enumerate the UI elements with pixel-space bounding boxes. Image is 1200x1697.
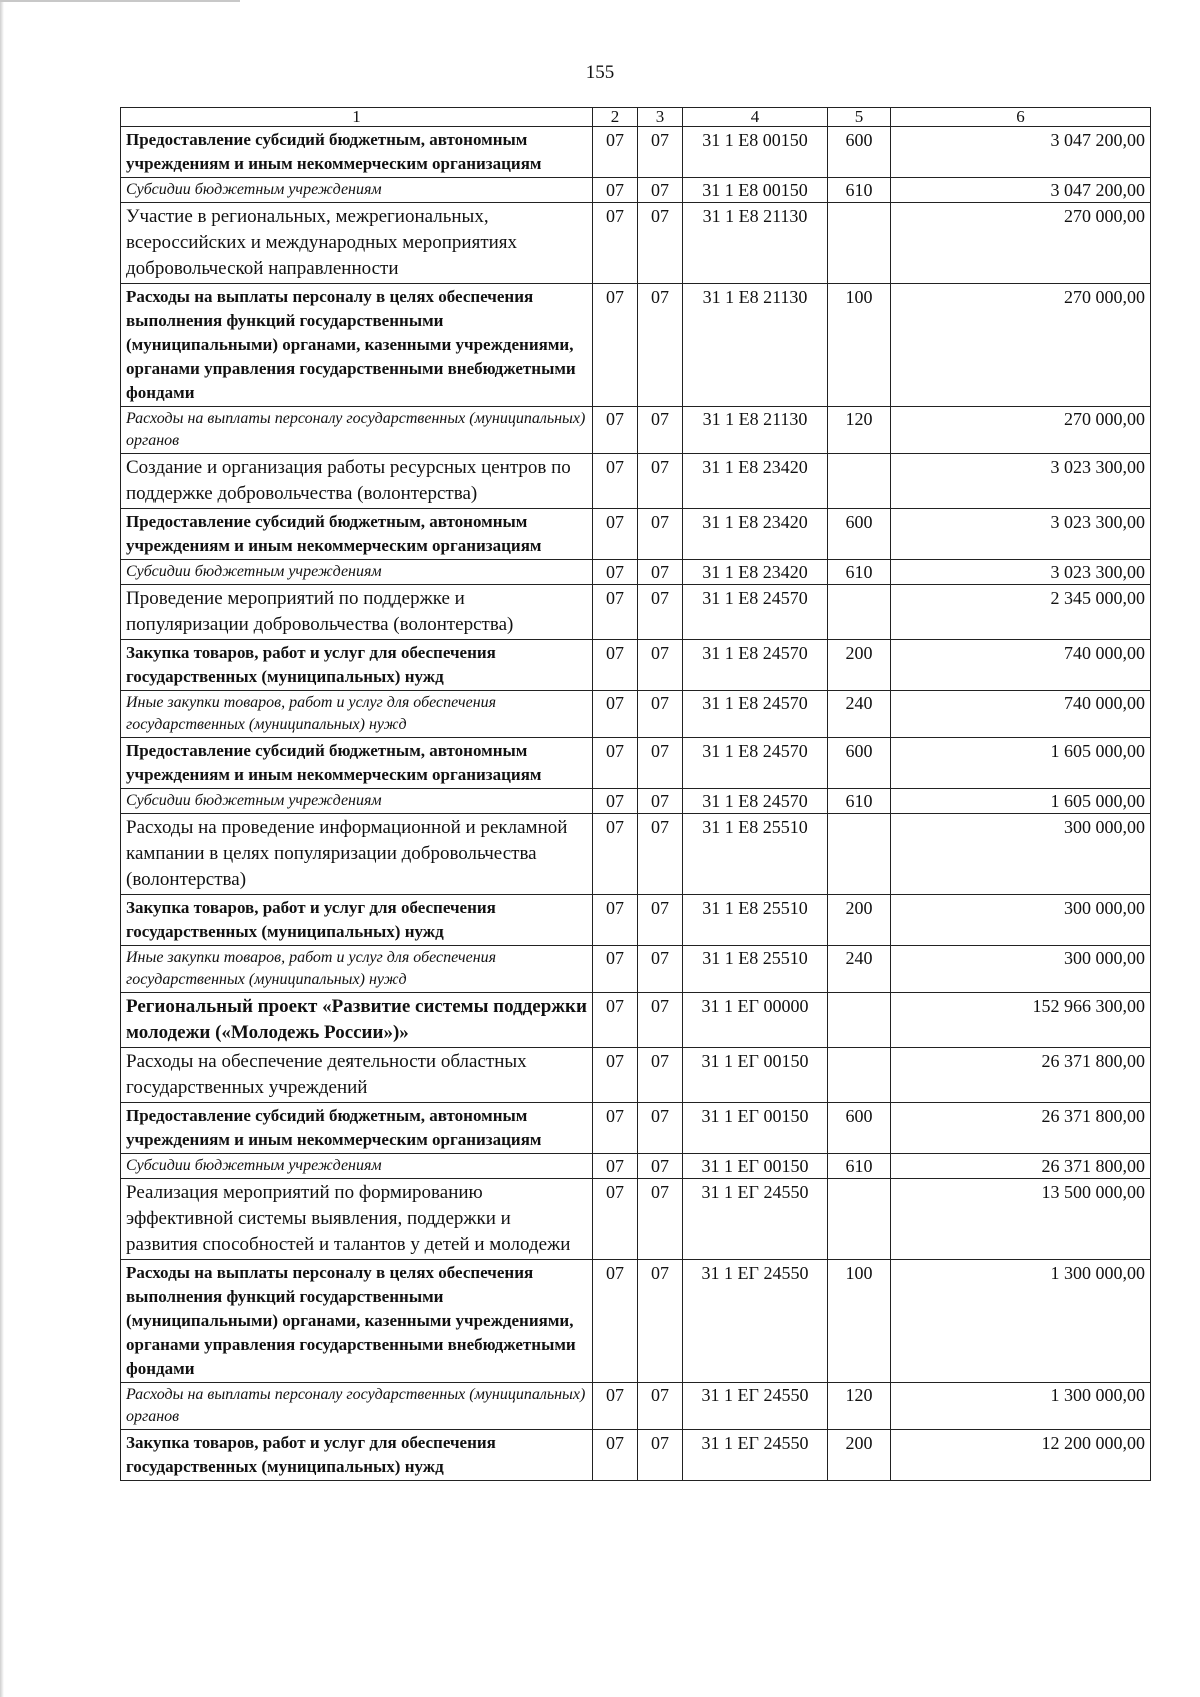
row-subsection-cell: 07 [638,738,683,789]
row-name-cell: Реализация мероприятий по формированию эффективной системы выявления, поддержки и развития способностей и талантов у детей и молодежи [121,1179,593,1260]
row-expense-type-cell: 610 [828,1154,891,1179]
row-expense-type-cell: 100 [828,284,891,407]
column-header: 1 [121,108,593,127]
row-target-code-cell: 31 1 Е8 00150 [683,127,828,178]
table-row [121,1103,1151,1154]
row-subsection-cell: 07 [638,1383,683,1430]
table-row [121,640,1151,691]
row-section-cell: 07 [593,178,638,203]
row-amount-cell: 740 000,00 [891,640,1151,691]
table-row [121,407,1151,454]
row-subsection-cell: 07 [638,178,683,203]
row-expense-type-cell: 200 [828,1430,891,1481]
row-section-cell: 07 [593,1154,638,1179]
row-name-cell: Субсидии бюджетным учреждениям [121,178,593,203]
row-expense-type-cell: 200 [828,640,891,691]
row-amount-cell: 3 047 200,00 [891,178,1151,203]
row-section-cell: 07 [593,946,638,993]
row-target-code-cell: 31 1 Е8 23420 [683,509,828,560]
row-expense-type-cell: 610 [828,789,891,814]
scan-top-shadow [0,0,240,2]
row-amount-cell: 3 023 300,00 [891,509,1151,560]
row-amount-cell: 300 000,00 [891,814,1151,895]
row-amount-cell: 1 605 000,00 [891,738,1151,789]
row-name-cell: Иные закупки товаров, работ и услуг для обеспечения государственных (муниципальных) нужд [121,946,593,993]
row-target-code-cell: 31 1 ЕГ 00150 [683,1048,828,1103]
row-section-cell: 07 [593,895,638,946]
row-expense-type-cell: 610 [828,178,891,203]
row-section-cell: 07 [593,127,638,178]
row-expense-type-cell: 610 [828,560,891,585]
row-expense-type-cell: 200 [828,895,891,946]
table-row [121,203,1151,284]
row-subsection-cell: 07 [638,127,683,178]
table-row [121,178,1151,203]
table-row [121,1048,1151,1103]
row-name-cell: Расходы на выплаты персоналу государственных (муниципальных) органов [121,407,593,454]
row-section-cell: 07 [593,738,638,789]
row-name-cell: Участие в региональных, межрегиональных, всероссийских и международных мероприятиях добровольческой направленности [121,203,593,284]
row-subsection-cell: 07 [638,407,683,454]
row-name-cell: Региональный проект «Развитие системы поддержки молодежи («Молодежь России»)» [121,993,593,1048]
row-subsection-cell: 07 [638,509,683,560]
row-subsection-cell: 07 [638,691,683,738]
row-subsection-cell: 07 [638,895,683,946]
row-section-cell: 07 [593,691,638,738]
row-amount-cell: 270 000,00 [891,284,1151,407]
row-expense-type-cell [828,454,891,509]
table-row [121,509,1151,560]
row-amount-cell: 300 000,00 [891,895,1151,946]
table-row [121,814,1151,895]
table-row [121,1260,1151,1383]
column-header: 6 [891,108,1151,127]
row-section-cell: 07 [593,789,638,814]
row-subsection-cell: 07 [638,203,683,284]
scan-edge-shadow [0,0,4,1697]
row-target-code-cell: 31 1 ЕГ 24550 [683,1179,828,1260]
row-subsection-cell: 07 [638,1048,683,1103]
row-target-code-cell: 31 1 Е8 24570 [683,691,828,738]
row-subsection-cell: 07 [638,1103,683,1154]
row-expense-type-cell: 120 [828,407,891,454]
row-name-cell: Предоставление субсидий бюджетным, автономным учреждениям и иным некоммерческим организациям [121,509,593,560]
row-expense-type-cell [828,1179,891,1260]
row-section-cell: 07 [593,203,638,284]
row-name-cell: Субсидии бюджетным учреждениям [121,1154,593,1179]
row-subsection-cell: 07 [638,640,683,691]
row-section-cell: 07 [593,509,638,560]
row-expense-type-cell [828,203,891,284]
row-target-code-cell: 31 1 Е8 24570 [683,738,828,789]
row-section-cell: 07 [593,1260,638,1383]
row-amount-cell: 3 023 300,00 [891,454,1151,509]
row-section-cell: 07 [593,1430,638,1481]
row-name-cell: Расходы на проведение информационной и рекламной кампании в целях популяризации добровольчества (волонтерства) [121,814,593,895]
row-amount-cell: 2 345 000,00 [891,585,1151,640]
row-subsection-cell: 07 [638,946,683,993]
row-name-cell: Предоставление субсидий бюджетным, автономным учреждениям и иным некоммерческим организациям [121,1103,593,1154]
row-name-cell: Предоставление субсидий бюджетным, автономным учреждениям и иным некоммерческим организациям [121,127,593,178]
row-target-code-cell: 31 1 Е8 24570 [683,789,828,814]
row-subsection-cell: 07 [638,560,683,585]
row-section-cell: 07 [593,560,638,585]
row-amount-cell: 12 200 000,00 [891,1430,1151,1481]
table-row [121,127,1151,178]
row-expense-type-cell [828,585,891,640]
row-name-cell: Субсидии бюджетным учреждениям [121,789,593,814]
table-row [121,789,1151,814]
row-name-cell: Расходы на обеспечение деятельности областных государственных учреждений [121,1048,593,1103]
row-subsection-cell: 07 [638,1179,683,1260]
row-section-cell: 07 [593,284,638,407]
row-amount-cell: 1 300 000,00 [891,1383,1151,1430]
row-name-cell: Проведение мероприятий по поддержке и популяризации добровольчества (волонтерства) [121,585,593,640]
row-target-code-cell: 31 1 ЕГ 24550 [683,1430,828,1481]
row-subsection-cell: 07 [638,1260,683,1383]
row-expense-type-cell: 600 [828,738,891,789]
row-amount-cell: 152 966 300,00 [891,993,1151,1048]
table-row [121,946,1151,993]
row-subsection-cell: 07 [638,1430,683,1481]
row-subsection-cell: 07 [638,454,683,509]
row-expense-type-cell: 100 [828,1260,891,1383]
budget-table [120,107,1151,1481]
row-amount-cell: 1 300 000,00 [891,1260,1151,1383]
row-target-code-cell: 31 1 ЕГ 00150 [683,1103,828,1154]
column-header: 2 [593,108,638,127]
row-expense-type-cell [828,1048,891,1103]
row-target-code-cell: 31 1 Е8 23420 [683,454,828,509]
row-name-cell: Создание и организация работы ресурсных центров по поддержке добровольчества (волонтерства) [121,454,593,509]
row-target-code-cell: 31 1 Е8 21130 [683,203,828,284]
row-expense-type-cell: 120 [828,1383,891,1430]
row-subsection-cell: 07 [638,585,683,640]
row-name-cell: Расходы на выплаты персоналу в целях обеспечения выполнения функций государственными (муниципальными) органами, казенными учреждениями, органами управления государственными внебюджетными фондами [121,1260,593,1383]
row-name-cell: Субсидии бюджетным учреждениям [121,560,593,585]
row-amount-cell: 26 371 800,00 [891,1154,1151,1179]
row-section-cell: 07 [593,1383,638,1430]
row-target-code-cell: 31 1 Е8 21130 [683,284,828,407]
row-section-cell: 07 [593,1179,638,1260]
row-target-code-cell: 31 1 Е8 25510 [683,946,828,993]
row-target-code-cell: 31 1 Е8 24570 [683,585,828,640]
row-target-code-cell: 31 1 ЕГ 00000 [683,993,828,1048]
row-name-cell: Расходы на выплаты персоналу государственных (муниципальных) органов [121,1383,593,1430]
table-row [121,560,1151,585]
row-subsection-cell: 07 [638,284,683,407]
row-subsection-cell: 07 [638,814,683,895]
row-expense-type-cell: 600 [828,127,891,178]
row-section-cell: 07 [593,407,638,454]
table-row [121,454,1151,509]
table-header-row [121,108,1151,127]
row-subsection-cell: 07 [638,993,683,1048]
table-row [121,284,1151,407]
row-name-cell: Закупка товаров, работ и услуг для обеспечения государственных (муниципальных) нужд [121,895,593,946]
row-expense-type-cell: 600 [828,1103,891,1154]
row-amount-cell: 300 000,00 [891,946,1151,993]
row-amount-cell: 3 047 200,00 [891,127,1151,178]
row-name-cell: Расходы на выплаты персоналу в целях обеспечения выполнения функций государственными (муниципальными) органами, казенными учреждениями, органами управления государственными внебюджетными фондами [121,284,593,407]
row-amount-cell: 3 023 300,00 [891,560,1151,585]
row-target-code-cell: 31 1 Е8 00150 [683,178,828,203]
row-name-cell: Закупка товаров, работ и услуг для обеспечения государственных (муниципальных) нужд [121,1430,593,1481]
table-row [121,895,1151,946]
table-row [121,585,1151,640]
row-section-cell: 07 [593,454,638,509]
row-target-code-cell: 31 1 ЕГ 24550 [683,1260,828,1383]
table-row [121,1179,1151,1260]
row-expense-type-cell [828,814,891,895]
row-amount-cell: 1 605 000,00 [891,789,1151,814]
row-name-cell: Закупка товаров, работ и услуг для обеспечения государственных (муниципальных) нужд [121,640,593,691]
row-amount-cell: 740 000,00 [891,691,1151,738]
row-expense-type-cell: 600 [828,509,891,560]
row-section-cell: 07 [593,814,638,895]
table-row [121,1383,1151,1430]
row-subsection-cell: 07 [638,789,683,814]
table-row [121,738,1151,789]
row-section-cell: 07 [593,640,638,691]
row-section-cell: 07 [593,585,638,640]
row-target-code-cell: 31 1 ЕГ 00150 [683,1154,828,1179]
row-target-code-cell: 31 1 Е8 25510 [683,895,828,946]
table-row [121,1430,1151,1481]
row-target-code-cell: 31 1 Е8 24570 [683,640,828,691]
row-target-code-cell: 31 1 Е8 25510 [683,814,828,895]
row-amount-cell: 270 000,00 [891,203,1151,284]
column-header: 5 [828,108,891,127]
row-target-code-cell: 31 1 ЕГ 24550 [683,1383,828,1430]
table-row [121,993,1151,1048]
page-number: 155 [585,62,615,83]
table-row [121,1154,1151,1179]
row-section-cell: 07 [593,1048,638,1103]
row-section-cell: 07 [593,993,638,1048]
row-expense-type-cell: 240 [828,946,891,993]
column-header: 4 [683,108,828,127]
row-amount-cell: 26 371 800,00 [891,1048,1151,1103]
row-amount-cell: 26 371 800,00 [891,1103,1151,1154]
row-section-cell: 07 [593,1103,638,1154]
row-name-cell: Предоставление субсидий бюджетным, автономным учреждениям и иным некоммерческим организациям [121,738,593,789]
table-row [121,691,1151,738]
column-header: 3 [638,108,683,127]
row-expense-type-cell: 240 [828,691,891,738]
row-target-code-cell: 31 1 Е8 23420 [683,560,828,585]
row-expense-type-cell [828,993,891,1048]
row-subsection-cell: 07 [638,1154,683,1179]
row-target-code-cell: 31 1 Е8 21130 [683,407,828,454]
row-amount-cell: 13 500 000,00 [891,1179,1151,1260]
row-name-cell: Иные закупки товаров, работ и услуг для обеспечения государственных (муниципальных) нужд [121,691,593,738]
row-amount-cell: 270 000,00 [891,407,1151,454]
